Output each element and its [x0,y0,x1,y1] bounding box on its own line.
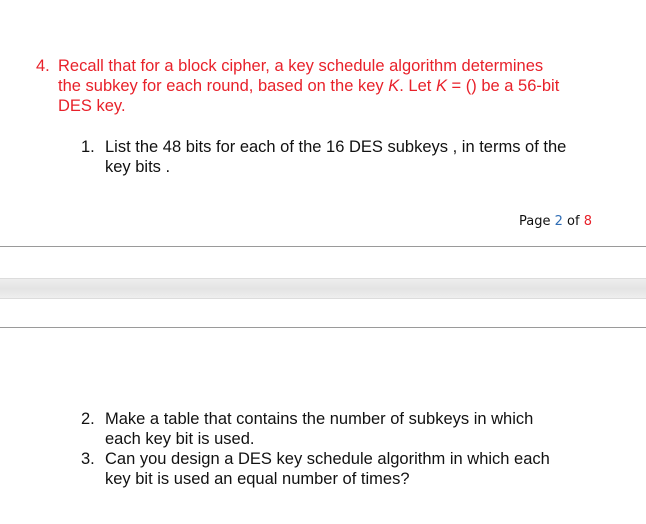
subquestion-1 [81,137,621,177]
question-4-number: 4. [36,57,50,75]
question-4-text [58,56,626,116]
subquestion-2-text [105,409,621,449]
subquestion-3-text [105,449,621,489]
page-of-label: of [562,214,584,229]
page-separator-band [0,278,646,299]
total-page-count: 8 [583,214,592,229]
question-4 [36,56,626,116]
question-4-line-2: the subkey for each round, based on the key K. Let K = () be a 56-bit [58,77,560,95]
subquestion-2-line-2: each key bit is used. [105,430,255,448]
subquestion-3-number: 3. [81,450,95,468]
page-top-edge [0,327,646,328]
question-4-line-3: DES key. [58,97,126,115]
document-page-top [0,0,646,246]
page-label: Page [519,214,555,229]
subquestion-1-number: 1. [81,138,95,156]
question-4-line-1: Recall that for a block cipher, a key schedule algorithm determines [58,57,544,75]
subquestion-1-line-2: key bits . [105,158,171,176]
subquestion-3 [81,449,621,489]
subquestion-3-line-2: key bit is used an equal number of times? [105,470,410,488]
current-page-number: 2 [554,214,563,229]
subquestion-2-number: 2. [81,410,95,428]
subquestion-2-line-1: Make a table that contains the number of subkeys in which [105,410,534,428]
page-number-footer [519,214,592,229]
subquestion-2 [81,409,621,449]
subquestion-1-text [105,137,621,177]
subquestion-1-line-1: List the 48 bits for each of the 16 DES subkeys , in terms of the [105,138,567,156]
subquestion-3-line-1: Can you design a DES key schedule algorithm in which each [105,450,550,468]
subquestion-list [81,409,621,489]
